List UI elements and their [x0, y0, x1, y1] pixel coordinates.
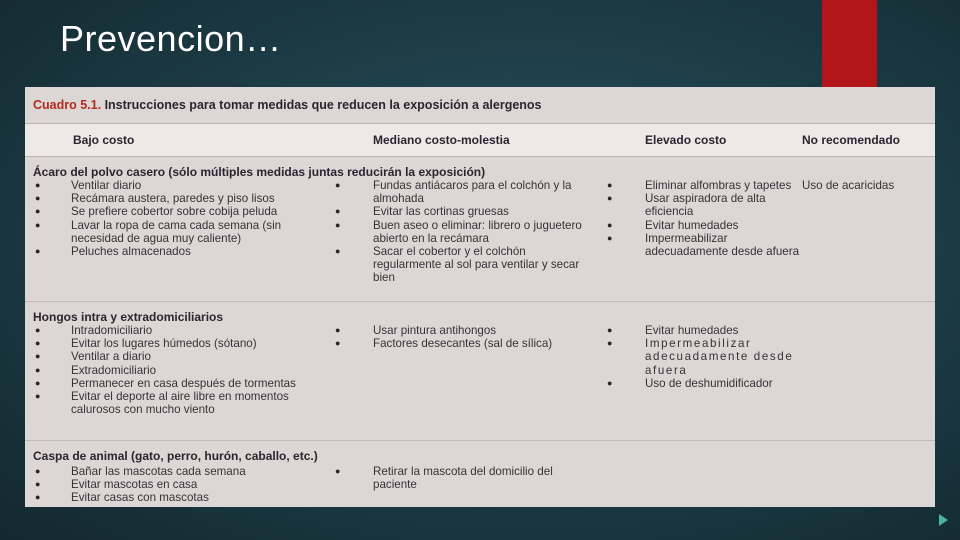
bullet-icon: ●	[607, 219, 613, 230]
bullet-icon: ●	[335, 466, 341, 476]
bullet-icon: ●	[607, 377, 613, 388]
list-item: ● Ventilar a diario	[35, 350, 151, 364]
list-item: ● Intradomiciliario	[35, 324, 153, 337]
bullet-icon: ●	[335, 325, 341, 335]
list-item: ● Evitar humedades	[607, 324, 739, 337]
section-title: Hongos intra y extradomiciliarios	[33, 310, 224, 324]
list-item: ● Retirar la mascota del domicilio del paciente	[335, 465, 553, 492]
header-medium-cost: Mediano costo-molestia	[373, 133, 510, 147]
header-low-cost: Bajo costo	[73, 133, 135, 147]
list-item: ● Extradomiciliario	[35, 363, 157, 377]
bullet-icon: ●	[35, 377, 41, 388]
table-caption-text: Instrucciones para tomar medidas que reducen la exposición a alergenos	[104, 98, 542, 112]
bullet-icon: ●	[335, 180, 341, 190]
bullet-icon: ●	[607, 232, 613, 243]
bullet-icon: ●	[607, 180, 613, 190]
bullet-icon: ●	[607, 338, 613, 349]
table-caption	[25, 87, 935, 123]
bullet-icon: ●	[335, 219, 341, 230]
bullet-icon: ●	[35, 180, 41, 190]
list-item: ● Impermeabilizar adecuadamente desde afuera	[607, 337, 794, 377]
accent-bar	[822, 0, 877, 100]
list-item: ● Usar aspiradora de alta eficiencia	[607, 192, 766, 219]
bullet-icon: ●	[35, 325, 41, 335]
list-item: ● Permanecer en casa después de tormentas	[35, 376, 296, 390]
list-item: ● Fundas antiácaros para el colchón y la almohada	[335, 179, 572, 206]
list-item: ● Evitar humedades	[607, 218, 739, 232]
list-item: ● Bañar las mascotas cada semana	[35, 465, 246, 478]
bullet-icon: ●	[35, 338, 41, 349]
list-item: ● Evitar mascotas en casa	[35, 478, 198, 492]
bullet-icon: ●	[35, 466, 41, 476]
header-not-recommended: No recomendado	[802, 133, 901, 147]
allergen-table	[25, 87, 935, 507]
table-caption-number: Cuadro 5.1.	[33, 98, 102, 112]
section-title: Caspa de animal (gato, perro, hurón, caballo, etc.)	[33, 449, 318, 463]
list-item: ● Usar pintura antihongos	[335, 324, 497, 337]
section-dust-mite	[25, 157, 935, 302]
bullet-icon: ●	[335, 206, 341, 217]
list-item: ● Recámara austera, paredes y piso lisos	[35, 192, 275, 206]
bullet-icon: ●	[35, 206, 41, 217]
list-item: ● Factores desecantes (sal de sílica)	[335, 337, 553, 351]
header-high-cost: Elevado costo	[645, 133, 727, 147]
list-item: ● Lavar la ropa de cama cada semana (sin necesidad de agua muy caliente)	[35, 218, 282, 245]
list-item: ● Impermeabilizar adecuadamente desde afuera	[607, 231, 800, 259]
bullet-icon: ●	[35, 219, 41, 230]
bullet-icon: ●	[35, 351, 41, 362]
bullet-icon: ●	[35, 246, 41, 257]
list-item: ● Evitar casas con mascotas	[35, 491, 209, 505]
list-item: ● Eliminar alfombras y tapetes	[607, 179, 792, 192]
list-item: ● Peluches almacenados	[35, 245, 191, 259]
slide-title: Prevencion…	[60, 18, 282, 59]
section-fungi	[25, 302, 935, 441]
list-item: ● Sacar el cobertor y el colchón regularmente al sol para ventilar y secar bien	[335, 245, 580, 285]
list-item: ● Evitar los lugares húmedos (sótano)	[35, 337, 257, 351]
list-item: ● Uso de deshumidificador	[607, 376, 773, 390]
bullet-icon: ●	[35, 492, 41, 503]
bullet-icon: ●	[35, 479, 41, 490]
table-header	[25, 123, 935, 157]
bullet-icon: ●	[35, 364, 41, 375]
bullet-icon: ●	[335, 246, 341, 257]
list-item: ● Ventilar diario	[35, 179, 142, 192]
next-arrow-icon	[939, 514, 948, 526]
bullet-icon: ●	[35, 391, 41, 402]
bullet-icon: ●	[607, 325, 613, 335]
list-item: ● Se prefiere cobertor sobre cobija peluda	[35, 205, 278, 219]
list-item: Uso de acaricidas	[802, 179, 895, 192]
bullet-icon: ●	[35, 193, 41, 204]
list-item: ● Evitar las cortinas gruesas	[335, 205, 509, 219]
bullet-icon: ●	[335, 338, 341, 349]
list-item: ● Evitar el deporte al aire libre en momentos calurosos con mucho viento	[35, 390, 289, 417]
section-title: Ácaro del polvo casero (sólo múltiples medidas juntas reducirán la exposición)	[33, 165, 486, 179]
list-item: ● Buen aseo o eliminar: librero o juguetero abierto en la recámara	[335, 218, 582, 245]
bullet-icon: ●	[607, 193, 613, 204]
section-animal-dander	[25, 441, 935, 507]
